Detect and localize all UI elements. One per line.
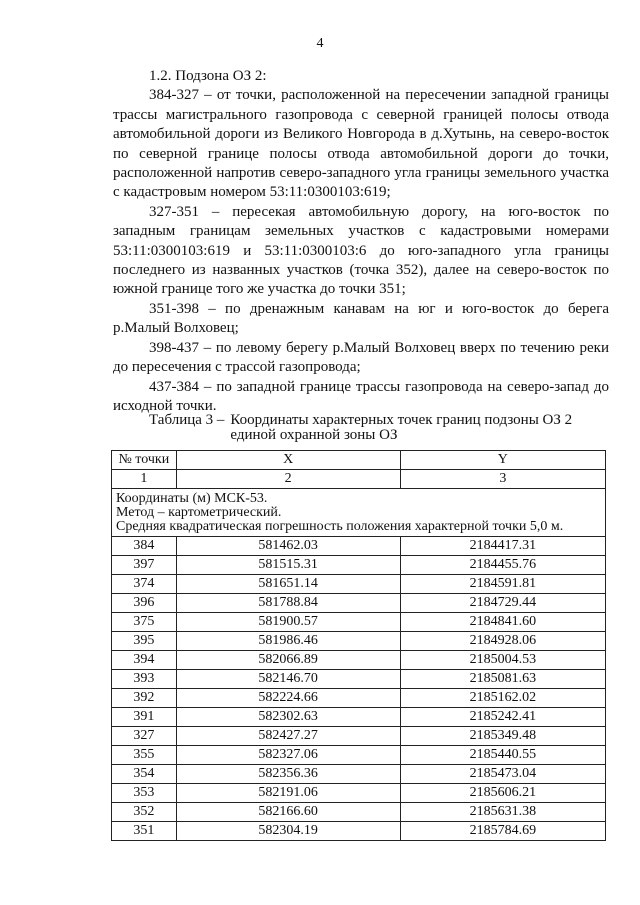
- y-coordinate-cell: 2184841.60: [400, 613, 605, 632]
- column-number: 1: [112, 470, 177, 489]
- table-row: [112, 765, 606, 784]
- info-line: Средняя квадратическая погрешность положения характерной точки 5,0 м.: [116, 519, 564, 534]
- table-row: [112, 632, 606, 651]
- x-coordinate-cell: 582427.27: [176, 727, 400, 746]
- point-number-cell: 397: [112, 556, 177, 575]
- point-number-cell: 375: [112, 613, 177, 632]
- caption-title: [224, 413, 572, 443]
- point-number-cell: 394: [112, 651, 177, 670]
- point-number-cell: 391: [112, 708, 177, 727]
- point-number-cell: 395: [112, 632, 177, 651]
- paragraph: 327-351 – пересекая автомобильную дорогу, на юго-восток по западным границам земельных участков с кадастровыми номерами 53:11:0300103:619 и 53:11:0300103:6 до юго-западного угла границы последнего из названных участков (точка 352), далее на северо-восток по южной границе того же участка до точки 351;: [113, 203, 609, 298]
- section-heading: 1.2. Подзона ОЗ 2:: [149, 68, 267, 84]
- point-number-cell: 351: [112, 822, 177, 841]
- x-coordinate-cell: 581986.46: [176, 632, 400, 651]
- y-coordinate-cell: 2184729.44: [400, 594, 605, 613]
- coordinates-table: [111, 450, 606, 841]
- y-coordinate-cell: 2185440.55: [400, 746, 605, 765]
- table-row: [112, 594, 606, 613]
- y-coordinate-cell: 2185004.53: [400, 651, 605, 670]
- caption-label: Таблица 3 –: [149, 412, 225, 428]
- y-coordinate-cell: 2185606.21: [400, 784, 605, 803]
- column-number-row: [112, 470, 606, 489]
- y-coordinate-cell: 2185631.38: [400, 803, 605, 822]
- paragraph: 398-437 – по левому берегу р.Малый Волховец вверх по течению реки до пересечения с трассой газопровода;: [113, 339, 609, 376]
- table-row: [112, 746, 606, 765]
- y-coordinate-cell: 2184455.76: [400, 556, 605, 575]
- x-coordinate-cell: 581788.84: [176, 594, 400, 613]
- x-coordinate-cell: 582356.36: [176, 765, 400, 784]
- y-coordinate-cell: 2184928.06: [400, 632, 605, 651]
- x-coordinate-cell: 582302.63: [176, 708, 400, 727]
- point-number-cell: 392: [112, 689, 177, 708]
- paragraph: 437-384 – по западной границе трассы газопровода на северо-запад до исходной точки.: [113, 378, 609, 414]
- y-coordinate-cell: 2185784.69: [400, 822, 605, 841]
- column-number: 3: [400, 470, 605, 489]
- page-number: 4: [316, 36, 324, 51]
- column-number: 2: [176, 470, 400, 489]
- table-caption: [113, 413, 609, 443]
- point-number-cell: 352: [112, 803, 177, 822]
- info-line: Координаты (м) МСК-53.: [116, 491, 268, 506]
- x-coordinate-cell: 581462.03: [176, 537, 400, 556]
- x-coordinate-cell: 582304.19: [176, 822, 400, 841]
- point-number-cell: 396: [112, 594, 177, 613]
- table-row: [112, 689, 606, 708]
- y-coordinate-cell: 2184591.81: [400, 575, 605, 594]
- y-coordinate-cell: 2185473.04: [400, 765, 605, 784]
- x-coordinate-cell: 581900.57: [176, 613, 400, 632]
- y-coordinate-cell: 2185081.63: [400, 670, 605, 689]
- point-number-cell: 393: [112, 670, 177, 689]
- paragraph: 351-398 – по дренажным канавам на юг и юго-восток до берега р.Малый Волховец;: [113, 300, 609, 337]
- caption-line: Координаты характерных точек границ подзоны ОЗ 2: [230, 412, 573, 428]
- table-row: [112, 613, 606, 632]
- header-row: [112, 451, 606, 470]
- header-point-number: № точки: [112, 451, 177, 470]
- info-line: Метод – картометрический.: [116, 505, 282, 520]
- table-row: [112, 575, 606, 594]
- x-coordinate-cell: 582224.66: [176, 689, 400, 708]
- paragraph: 384-327 – от точки, расположенной на пересечении западной границы трассы магистрального газопровода с северной границей полосы отвода автомобильной дороги из Великого Новгорода в д.Хутынь, на северо-восток по северной границе полосы отвода автомобильной дороги до точки, расположенной напротив северо-западного угла границы земельного участка с кадастровым номером 53:11:0300103:619;: [113, 87, 609, 201]
- table-row: [112, 803, 606, 822]
- section-text: [113, 67, 609, 416]
- y-coordinate-cell: 2185162.02: [400, 689, 605, 708]
- x-coordinate-cell: 581515.31: [176, 556, 400, 575]
- table-row: [112, 784, 606, 803]
- x-coordinate-cell: 581651.14: [176, 575, 400, 594]
- x-coordinate-cell: 582191.06: [176, 784, 400, 803]
- point-number-cell: 384: [112, 537, 177, 556]
- table-row: [112, 708, 606, 727]
- header-y: Y: [400, 451, 605, 470]
- info-row: [112, 489, 606, 537]
- y-coordinate-cell: 2185349.48: [400, 727, 605, 746]
- x-coordinate-cell: 582166.60: [176, 803, 400, 822]
- point-number-cell: 355: [112, 746, 177, 765]
- x-coordinate-cell: 582146.70: [176, 670, 400, 689]
- y-coordinate-cell: 2184417.31: [400, 537, 605, 556]
- y-coordinate-cell: 2185242.41: [400, 708, 605, 727]
- coordinate-system-info: [112, 489, 606, 537]
- point-number-cell: 374: [112, 575, 177, 594]
- table-row: [112, 727, 606, 746]
- point-number-cell: 354: [112, 765, 177, 784]
- table-row: [112, 651, 606, 670]
- table-row: [112, 556, 606, 575]
- table-row: [112, 537, 606, 556]
- header-x: X: [176, 451, 400, 470]
- point-number-cell: 353: [112, 784, 177, 803]
- table-row: [112, 670, 606, 689]
- table-row: [112, 822, 606, 841]
- point-number-cell: 327: [112, 727, 177, 746]
- caption-line: единой охранной зоны ОЗ: [230, 427, 398, 443]
- x-coordinate-cell: 582066.89: [176, 651, 400, 670]
- x-coordinate-cell: 582327.06: [176, 746, 400, 765]
